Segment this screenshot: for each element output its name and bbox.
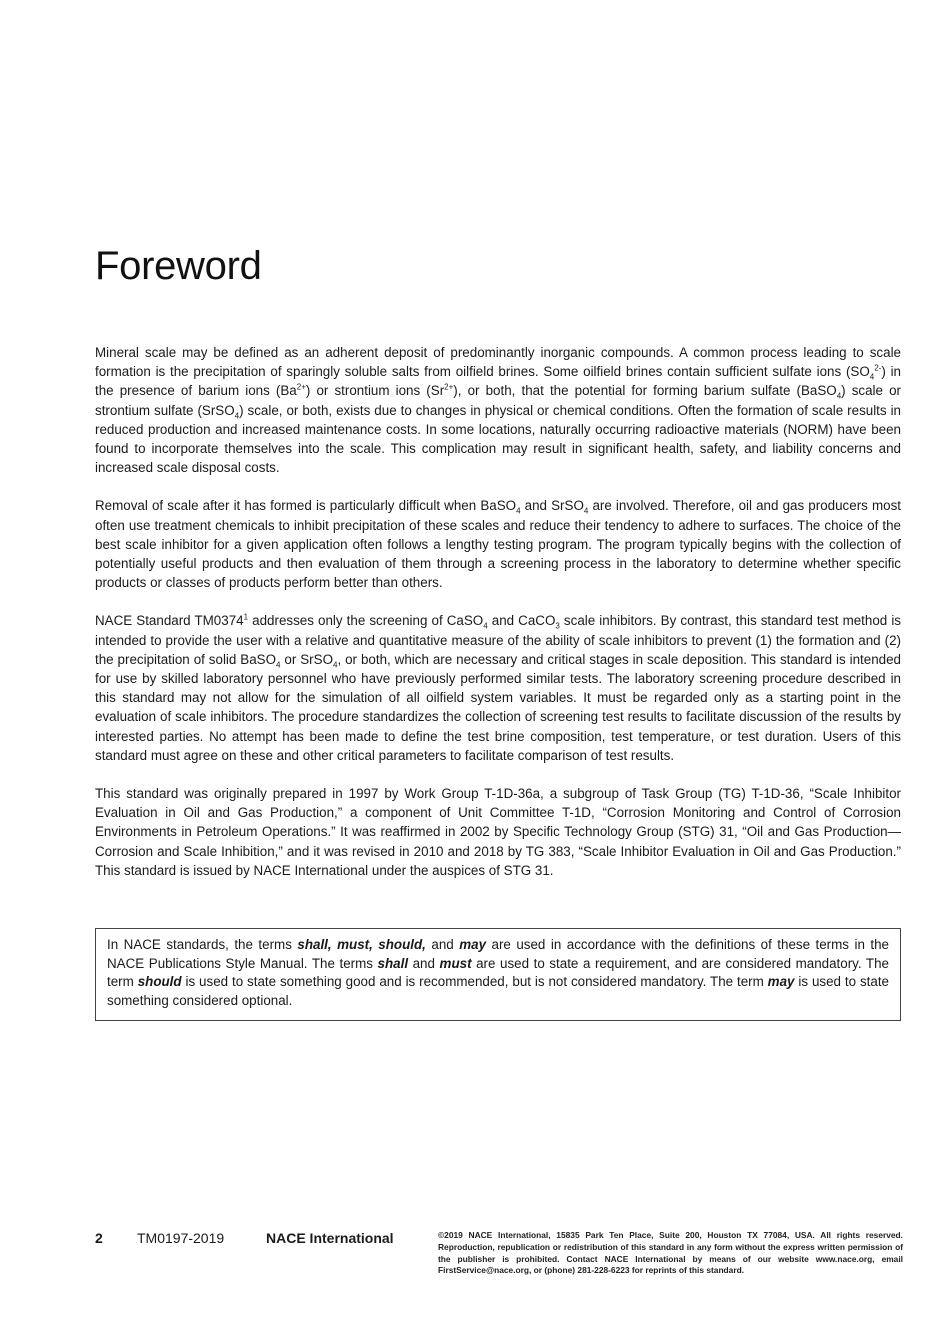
foreword-body	[95, 343, 901, 899]
paragraph-test-method-scope: NACE Standard TM0374$^1$ addresses only the screening of CaSO$_4$ and CaCO$_3$ scale inhibitors. By contrast, this standard test method is intended to provide the user with a relative and quantitative measure of the ability of scale inhibitors to prevent (1) the formation and (2) the precipitation of solid BaSO$_4$ or SrSO$_4$, or both, which are necessary and critical stages in scale deposition. This standard is intended for use by skilled laboratory personnel who have previously performed similar tests. The laboratory screening procedure described in this standard may not allow for the simulation of all oilfield system variables. It must be regarded only as a starting point in the evaluation of scale inhibitors. The procedure standardizes the collection of screening test results to facilitate discussion of the results by interested parties. No attempt has been made to define the test brine composition, test temperature, or test duration. Users of this standard must agree on these and other critical parameters to facilitate comparison of test results.	[95, 612, 901, 763]
page-title: Foreword	[95, 244, 262, 288]
paragraph-history: This standard was originally prepared in 1997 by Work Group T-1D-36a, a subgroup of Task Group (TG) T-1D-36, “Scale Inhibitor Evaluation in Oil and Gas Production,” a component of Unit Committee T-1D, “Corrosion Monitoring and Control of Corrosion Environments in Petroleum Operations.” It was reaffirmed in 2002 by Specific Technology Group (STG) 31, “Oil and Gas Production—Corrosion and Scale Inhibition,” and it was revised in 2010 and 2018 by TG 383, “Scale Inhibitor Evaluation in Oil and Gas Production.” This standard is issued by NACE International under the auspices of STG 31.	[95, 786, 901, 878]
copyright-notice: ©2019 NACE International, 15835 Park Ten Place, Suite 200, Houston TX 77084, USA. All rights reserved. Reproduction, republication or redistribution of this standard in any form without the express written permission of the publisher is prohibited. Contact NACE International by means of our website www.nace.org, email FirstService@nace.org, or (phone) 281-228-6223 for reprints of this standard.	[438, 1230, 903, 1276]
paragraph-scale-removal: Removal of scale after it has formed is particularly difficult when BaSO$_4$ and SrSO$_4$ are involved. Therefore, oil and gas producers most often use treatment chemicals to inhibit precipitation of these scales and reduce their tendency to adhere to surfaces. The choice of the best scale inhibitor for a given application often follows a lengthy testing program. The program typically begins with the collection of potentially useful products and then evaluation of them through a screening process in the laboratory to determine whether specific products or classes of products perform better than others.	[95, 498, 901, 591]
standard-designation: TM0197-2019	[137, 1230, 225, 1246]
terminology-note-box	[95, 928, 901, 1021]
page-footer	[95, 1228, 903, 1288]
organization-name: NACE International	[266, 1230, 394, 1246]
terminology-note-text: In NACE standards, the terms shall, must, should, and may are used in accordance with the definitions of these terms in the NACE Publications Style Manual. The terms shall and must are used to state a requirement, and are considered mandatory. The term should is used to state something good and is recommended, but is not considered mandatory. The term may is used to state something considered optional.	[107, 937, 889, 1008]
page-number: 2	[95, 1230, 103, 1246]
paragraph-mineral-scale: Mineral scale may be defined as an adherent deposit of predominantly inorganic compounds. A common process leading to scale formation is the precipitation of sparingly soluble salts from oilfield brines. Some oilfield brines contain sufficient sulfate ions $(SO_4^{2-})$ in the presence of barium ions $(Ba^{2+})$ or strontium ions $(Sr^{2+})$, or both, that the potential for forming barium sulfate (BaSO$_4$) scale or strontium sulfate (SrSO$_4$) scale, or both, exists due to changes in physical or chemical conditions. Often the formation of scale results in reduced production and increased maintenance costs. In some locations, naturally occurring radioactive materials (NORM) have been found to incorporate themselves into the scale. This complication may result in significant health, safety, and liability concerns and increased scale disposal costs.	[95, 345, 901, 476]
